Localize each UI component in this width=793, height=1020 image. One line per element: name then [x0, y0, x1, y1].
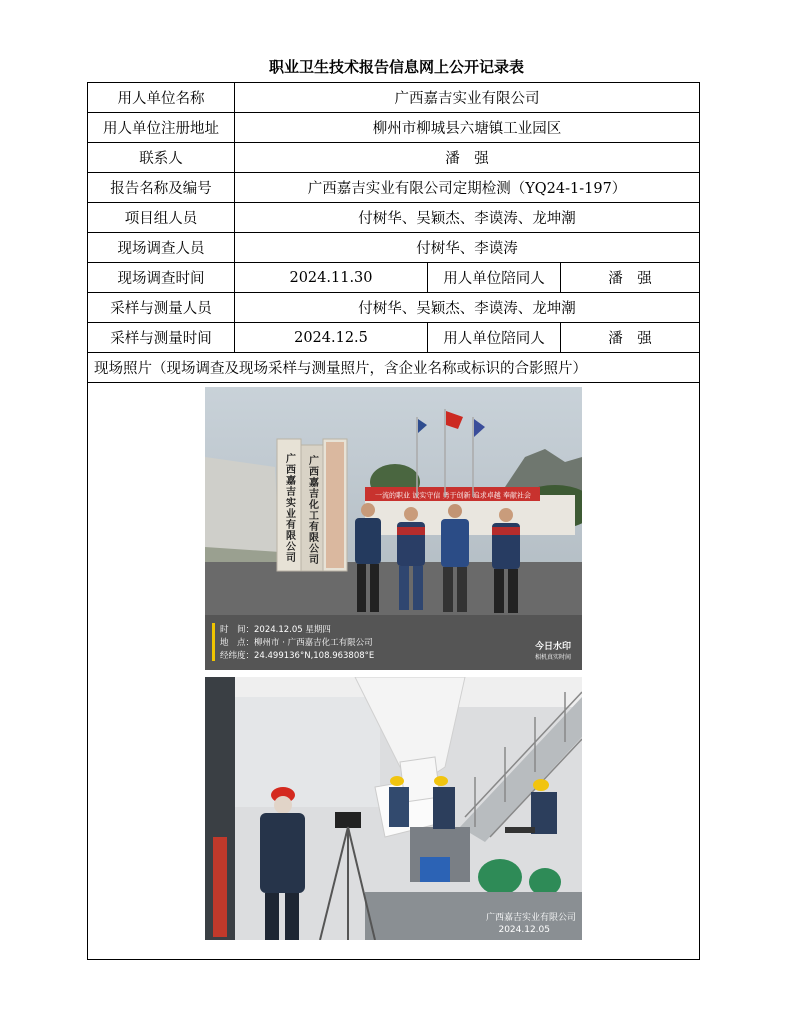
photos-label: 现场照片（现场调查及现场采样与测量照片，含企业名称或标识的合影照片） [88, 353, 700, 383]
record-table [87, 82, 700, 960]
sign-left-text: 广西嘉吉实业有限公司 [283, 453, 295, 563]
sampling-photo [205, 677, 582, 940]
label-sampling-companion: 用人单位陪同人 [428, 323, 561, 353]
group-photo-scene [205, 387, 582, 670]
row-sampling-staff [88, 293, 700, 323]
label-survey-staff: 现场调查人员 [88, 233, 235, 263]
value-survey-time: 2024.11.30 [235, 263, 428, 293]
row-sampling-time [88, 323, 700, 353]
label-team: 项目组人员 [88, 203, 235, 233]
value-survey-companion: 潘 强 [561, 263, 700, 293]
photos-cell [88, 383, 700, 960]
row-contact [88, 143, 700, 173]
photo2-company: 广西嘉吉实业有限公司 [485, 913, 576, 923]
value-sampling-companion: 潘 强 [561, 323, 700, 353]
label-survey-companion: 用人单位陪同人 [428, 263, 561, 293]
group-photo [205, 387, 582, 670]
sign-right-text: 广西嘉吉化工有限公司 [306, 455, 318, 565]
value-sampling-time: 2024.12.5 [235, 323, 428, 353]
sampling-photo-scene [205, 677, 582, 940]
stamp-time: 时 间：2024.12.05 星期四 [220, 625, 331, 635]
value-unit-name: 广西嘉吉实业有限公司 [235, 83, 700, 113]
label-report: 报告名称及编号 [88, 173, 235, 203]
stamp-coord: 经纬度：24.499136°N,108.963808°E [220, 651, 375, 661]
label-contact: 联系人 [88, 143, 235, 173]
label-unit-address: 用人单位注册地址 [88, 113, 235, 143]
photo2-date: 2024.12.05 [498, 925, 550, 935]
value-contact: 潘 强 [235, 143, 700, 173]
value-survey-staff: 付树华、李谟涛 [235, 233, 700, 263]
label-unit-name: 用人单位名称 [88, 83, 235, 113]
row-team [88, 203, 700, 233]
label-sampling-time: 采样与测量时间 [88, 323, 235, 353]
row-report [88, 173, 700, 203]
row-unit-address [88, 113, 700, 143]
value-team: 付树华、吴颖杰、李谟涛、龙坤潮 [235, 203, 700, 233]
row-photos-label [88, 353, 700, 383]
value-report: 广西嘉吉实业有限公司定期检测（YQ24-1-197） [235, 173, 700, 203]
page-title: 职业卫生技术报告信息网上公开记录表 [268, 58, 524, 76]
value-unit-address: 柳州市柳城县六塘镇工业园区 [235, 113, 700, 143]
label-survey-time: 现场调查时间 [88, 263, 235, 293]
label-sampling-staff: 采样与测量人员 [88, 293, 235, 323]
row-survey-staff [88, 233, 700, 263]
row-photos [88, 383, 700, 960]
row-survey-time [88, 263, 700, 293]
row-unit-name [88, 83, 700, 113]
banner-text: 一流的职业 诚实守信 勇于创新 追求卓越 奉献社会 [375, 491, 531, 500]
stamp-place: 地 点：柳州市 · 广西嘉吉化工有限公司 [220, 638, 373, 648]
value-sampling-staff: 付树华、吴颖杰、李谟涛、龙坤潮 [235, 293, 700, 323]
watermark-logo: 今日水印 [534, 642, 571, 652]
watermark-sub: 相机真实时间 [534, 654, 571, 661]
